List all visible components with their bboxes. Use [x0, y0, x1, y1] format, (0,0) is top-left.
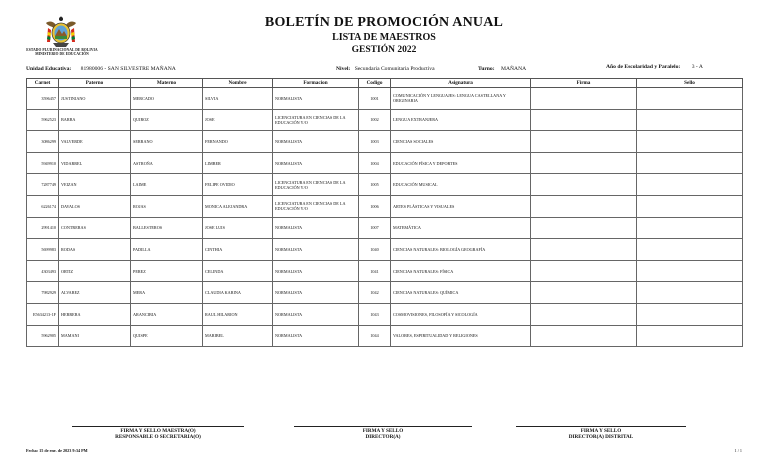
firma-cell — [531, 325, 637, 347]
table-cell: 1003 — [359, 131, 391, 153]
sello-cell — [637, 88, 743, 110]
table-row — [27, 88, 743, 110]
sello-cell — [637, 260, 743, 282]
table-cell: 5949910 — [27, 152, 59, 174]
table-cell: RAUL HILARION — [203, 303, 273, 325]
table-cell: 5962905 — [27, 325, 59, 347]
anio-paralelo — [606, 64, 703, 70]
table-cell: 1006 — [359, 195, 391, 217]
table-cell: NORMALISTA — [273, 88, 359, 110]
table-cell: CELINDA — [203, 260, 273, 282]
table-cell: LAIME — [131, 174, 203, 196]
firma-cell — [531, 88, 637, 110]
table-row — [27, 131, 743, 153]
table-cell: ASTROÑA — [131, 152, 203, 174]
signature-line-teacher — [72, 426, 244, 427]
table-cell: 1002 — [359, 109, 391, 131]
table-cell: 3086299 — [27, 131, 59, 153]
table-row — [27, 239, 743, 261]
table-cell: NORMALISTA — [273, 217, 359, 239]
table-cell: ARTES PLÁSTICAS Y VISUALES — [391, 195, 531, 217]
gestion-label: GESTIÓN 2022 — [351, 45, 417, 55]
table-cell: VEIZAN — [59, 174, 131, 196]
table-cell: NORMALISTA — [273, 260, 359, 282]
table-row — [27, 217, 743, 239]
column-header: Carnet — [27, 79, 59, 88]
sello-cell — [637, 174, 743, 196]
table-cell: CINTHIA — [203, 239, 273, 261]
table-cell: 3596457 — [27, 88, 59, 110]
unidad-value: 81980006 - SAN SILVESTRE MAÑANA — [80, 66, 176, 72]
table-row — [27, 325, 743, 347]
table-cell: QUISPE — [131, 325, 203, 347]
table-row — [27, 260, 743, 282]
firma-cell — [531, 217, 637, 239]
table-cell: LIMBER — [203, 152, 273, 174]
table-cell: 7287749 — [27, 174, 59, 196]
table-cell: 5962523 — [27, 109, 59, 131]
column-header: Asignatura — [391, 79, 531, 88]
table-cell: ORTIZ — [59, 260, 131, 282]
column-header: Paterno — [59, 79, 131, 88]
column-header: Firma — [531, 79, 637, 88]
unidad-educativa — [26, 66, 176, 72]
table-row — [27, 109, 743, 131]
table-cell: 1041 — [359, 260, 391, 282]
signature-label-director — [294, 428, 472, 441]
table-cell: 1001 — [359, 88, 391, 110]
table-cell: VALVERDE — [59, 131, 131, 153]
table-cell: JOSE — [203, 109, 273, 131]
nivel-value: Secundaria Comunitaria Productiva — [354, 66, 435, 72]
table-row — [27, 282, 743, 304]
anio-value: 3 - A — [691, 64, 703, 70]
table-cell: EDUCACIÓN FÍSICA Y DEPORTES — [391, 152, 531, 174]
column-header: Sello — [637, 79, 743, 88]
table-cell: 1004 — [359, 152, 391, 174]
table-cell: BALLESTEROS — [131, 217, 203, 239]
signature-director-line2: DIRECTOR(A) — [365, 434, 401, 441]
sello-cell — [637, 282, 743, 304]
table-cell: CIENCIAS NATURALES: FÍSICA — [391, 260, 531, 282]
firma-cell — [531, 303, 637, 325]
table-cell: CIENCIAS NATURALES: BIOLOGÍA GEOGRAFÍA — [391, 239, 531, 261]
firma-cell — [531, 109, 637, 131]
sello-cell — [637, 303, 743, 325]
table-cell: 1005 — [359, 174, 391, 196]
table-cell: NORMALISTA — [273, 131, 359, 153]
table-cell: 1042 — [359, 282, 391, 304]
firma-cell — [531, 195, 637, 217]
table-cell: MERA — [131, 282, 203, 304]
sello-cell — [637, 109, 743, 131]
table-cell: LICENCIATURA EN CIENCIAS DE LA EDUCACIÓN Y/O — [273, 195, 359, 217]
signature-line-director — [294, 426, 472, 427]
firma-cell — [531, 131, 637, 153]
table-cell: COMUNICACIÓN Y LENGUAJES: LENGUA CASTELLANA Y ORIGINARIA — [391, 88, 531, 110]
turno — [478, 66, 526, 72]
table-cell: 6226174 — [27, 195, 59, 217]
signature-label-teacher — [72, 428, 244, 441]
table-cell: COSMOVISIONES, FILOSOFÍA Y SICOLOGÍA — [391, 303, 531, 325]
table-cell: 1007 — [359, 217, 391, 239]
table-cell: 1040 — [359, 239, 391, 261]
table-cell: 1044 — [359, 325, 391, 347]
table-cell: SERRANO — [131, 131, 203, 153]
table-cell: MAMANI — [59, 325, 131, 347]
table-cell: CLAUDIA KARINA — [203, 282, 273, 304]
table-cell: ARANCIBIA — [131, 303, 203, 325]
anio-label: Año de Escolaridad y Paralelo: — [606, 64, 681, 70]
table-cell: MATEMÁTICA — [391, 217, 531, 239]
table-cell: MONICA ALEJANDRA — [203, 195, 273, 217]
table-cell: JOSE LUIS — [203, 217, 273, 239]
table-cell: E5634213-1F — [27, 303, 59, 325]
firma-cell — [531, 260, 637, 282]
table-cell: RODAS — [59, 239, 131, 261]
table-cell: NORMALISTA — [273, 239, 359, 261]
signature-district-line1: FIRMA Y SELLO — [580, 428, 622, 434]
column-header: Codigo — [359, 79, 391, 88]
firma-cell — [531, 282, 637, 304]
table-cell: 2991410 — [27, 217, 59, 239]
table-cell: NORMALISTA — [273, 325, 359, 347]
sello-cell — [637, 239, 743, 261]
table-cell: SILVIA — [203, 88, 273, 110]
column-header: Formacion — [273, 79, 359, 88]
table-cell: HERRERA — [59, 303, 131, 325]
table-cell: FERNANDO — [203, 131, 273, 153]
table-cell: MARIBEL — [203, 325, 273, 347]
firma-cell — [531, 152, 637, 174]
turno-label: Turno: — [478, 66, 495, 72]
table-cell: DAVALOS — [59, 195, 131, 217]
signature-director-line1: FIRMA Y SELLO — [362, 428, 404, 434]
table-cell: PADILLA — [131, 239, 203, 261]
table-cell: QUIROZ — [131, 109, 203, 131]
table-cell: NORMALISTA — [273, 282, 359, 304]
column-header: Nombre — [203, 79, 273, 88]
table-cell: VIDARREL — [59, 152, 131, 174]
table-cell: LENGUA EXTRANJERA — [391, 109, 531, 131]
table-cell: NORMALISTA — [273, 303, 359, 325]
table-cell: 5699983 — [27, 239, 59, 261]
nivel — [336, 66, 435, 72]
firma-cell — [531, 239, 637, 261]
signature-teacher-line2: RESPONSABLE O SECRETARIA(O) — [115, 434, 201, 441]
nivel-label: Nivel: — [336, 66, 351, 72]
table-cell: EDUCACIÓN MUSICAL — [391, 174, 531, 196]
table-row — [27, 195, 743, 217]
table-cell: NORMALISTA — [273, 152, 359, 174]
signature-line-district-director — [516, 426, 686, 427]
page-number: 1 / 1 — [734, 448, 742, 453]
document-subtitle: LISTA DE MAESTROS — [332, 32, 436, 43]
teachers-table — [26, 78, 743, 347]
table-cell: CONTRERAS — [59, 217, 131, 239]
table-cell: FELIPE OVIDIO — [203, 174, 273, 196]
table-row — [27, 174, 743, 196]
table-cell: 7982929 — [27, 282, 59, 304]
table-cell: 4303493 — [27, 260, 59, 282]
table-cell: MERCADO — [131, 88, 203, 110]
table-cell: PEREZ — [131, 260, 203, 282]
sello-cell — [637, 152, 743, 174]
table-cell: VALORES, ESPIRITUALIDAD Y RELIGIONES — [391, 325, 531, 347]
table-cell: ALVAREZ — [59, 282, 131, 304]
print-date: Fecha: 15 de ene. de 2023 9:34 PM — [26, 448, 88, 453]
table-cell: CIENCIAS SOCIALES — [391, 131, 531, 153]
table-cell: LICENCIATURA EN CIENCIAS DE LA EDUCACIÓN Y/O — [273, 109, 359, 131]
table-cell: LICENCIATURA EN CIENCIAS DE LA EDUCACIÓN Y/O — [273, 174, 359, 196]
sello-cell — [637, 325, 743, 347]
signature-district-line2: DIRECTOR(A) DISTRITAL — [568, 434, 634, 441]
sello-cell — [637, 217, 743, 239]
table-row — [27, 303, 743, 325]
table-cell: 1043 — [359, 303, 391, 325]
turno-value: MAÑANA — [501, 66, 527, 72]
table-cell: ROJAS — [131, 195, 203, 217]
table-body — [27, 88, 743, 347]
signature-teacher-line1: FIRMA Y SELLO MAESTRA(O) — [120, 428, 196, 434]
document-title: BOLETÍN DE PROMOCIÓN ANUAL — [264, 15, 504, 30]
sello-cell — [637, 195, 743, 217]
table-row — [27, 152, 743, 174]
table-cell: JUSTINIANO — [59, 88, 131, 110]
sello-cell — [637, 131, 743, 153]
firma-cell — [531, 174, 637, 196]
seal-caption-line-1: ESTADO PLURINACIONAL DE BOLIVIA — [26, 48, 98, 52]
table-cell: BARBA — [59, 109, 131, 131]
table-cell: CIENCIAS NATURALES: QUÍMICA — [391, 282, 531, 304]
table-header-row — [27, 79, 743, 88]
seal-caption-line-2: MINISTERIO DE EDUCACIÓN — [35, 52, 89, 57]
column-header: Materno — [131, 79, 203, 88]
signature-label-district-director — [516, 428, 686, 441]
unidad-label: Unidad Educativa: — [26, 66, 72, 72]
